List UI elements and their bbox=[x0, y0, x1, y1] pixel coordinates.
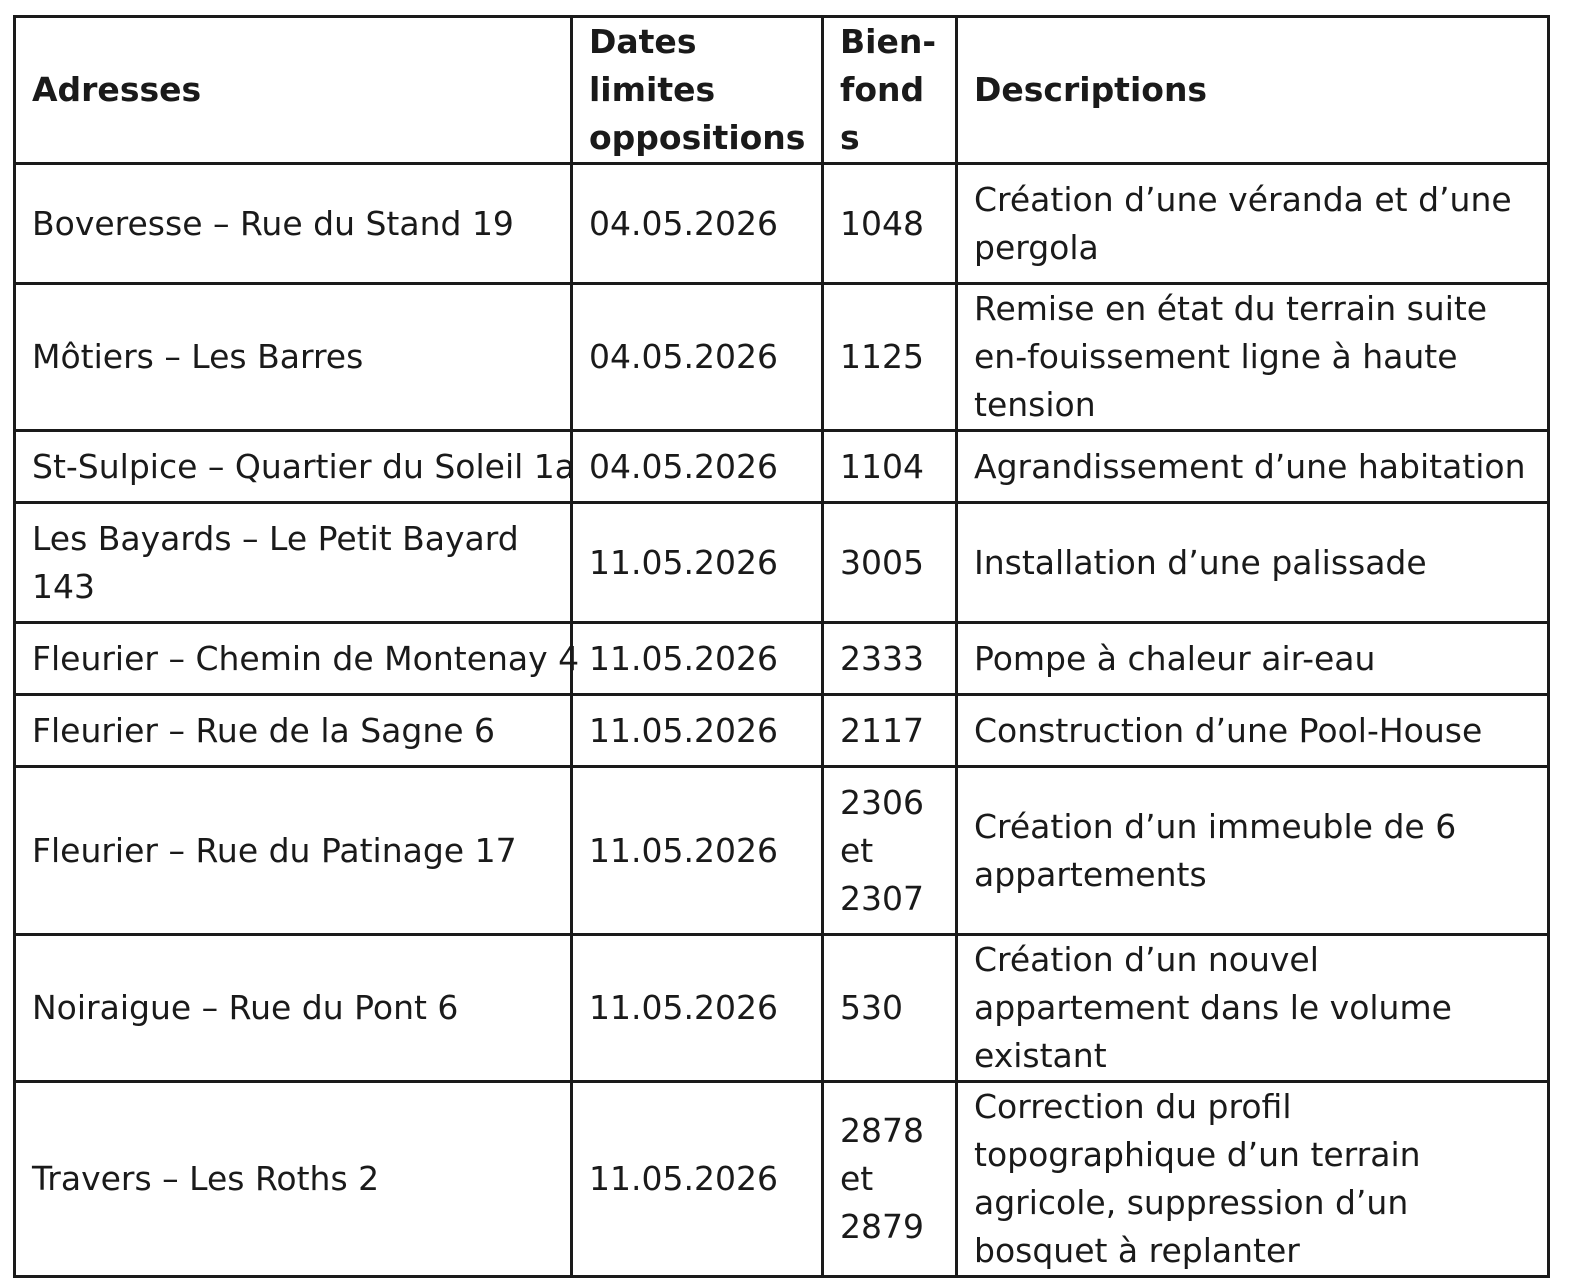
parcel-cell: 2333 bbox=[823, 623, 957, 695]
description-cell: Installation d’une palissade bbox=[957, 503, 1549, 623]
table-row bbox=[15, 503, 1549, 623]
description-cell: Agrandissement d’une habitation bbox=[957, 431, 1549, 503]
deadline-cell: 11.05.2026 bbox=[572, 503, 823, 623]
table-row bbox=[15, 431, 1549, 503]
building-permits-table bbox=[13, 15, 1550, 1278]
description-cell: Construction d’une Pool-House bbox=[957, 695, 1549, 767]
deadline-cell: 11.05.2026 bbox=[572, 935, 823, 1082]
table-header-row bbox=[15, 17, 1549, 164]
deadline-cell: 04.05.2026 bbox=[572, 164, 823, 284]
description-cell: Création d’un immeuble de 6 appartements bbox=[957, 767, 1549, 935]
description-cell: Correction du profil topographique d’un terrain agricole, suppression d’un bosquet à replanter bbox=[957, 1082, 1549, 1277]
address-cell: Travers – Les Roths 2 bbox=[15, 1082, 572, 1277]
table-row bbox=[15, 164, 1549, 284]
address-cell: Fleurier – Rue de la Sagne 6 bbox=[15, 695, 572, 767]
address-cell: Les Bayards – Le Petit Bayard 143 bbox=[15, 503, 572, 623]
table-row bbox=[15, 1082, 1549, 1277]
header-deadline: Dates limites oppositions bbox=[572, 17, 823, 164]
deadline-cell: 11.05.2026 bbox=[572, 1082, 823, 1277]
parcel-cell: 3005 bbox=[823, 503, 957, 623]
parcel-cell: 2306 et 2307 bbox=[823, 767, 957, 935]
parcel-cell: 1104 bbox=[823, 431, 957, 503]
header-parcel: Bien-fonds bbox=[823, 17, 957, 164]
description-cell: Remise en état du terrain suite en-fouissement ligne à haute tension bbox=[957, 284, 1549, 431]
parcel-cell: 2878 et 2879 bbox=[823, 1082, 957, 1277]
address-cell: Môtiers – Les Barres bbox=[15, 284, 572, 431]
parcel-cell: 2117 bbox=[823, 695, 957, 767]
address-cell: Fleurier – Chemin de Montenay 4 bbox=[15, 623, 572, 695]
deadline-cell: 04.05.2026 bbox=[572, 284, 823, 431]
table-row bbox=[15, 935, 1549, 1082]
description-cell: Création d’une véranda et d’une pergola bbox=[957, 164, 1549, 284]
table-row bbox=[15, 767, 1549, 935]
deadline-cell: 04.05.2026 bbox=[572, 431, 823, 503]
deadline-cell: 11.05.2026 bbox=[572, 767, 823, 935]
description-cell: Pompe à chaleur air-eau bbox=[957, 623, 1549, 695]
address-cell: St-Sulpice – Quartier du Soleil 1a bbox=[15, 431, 572, 503]
description-cell: Création d’un nouvel appartement dans le volume existant bbox=[957, 935, 1549, 1082]
parcel-cell: 1125 bbox=[823, 284, 957, 431]
address-cell: Boveresse – Rue du Stand 19 bbox=[15, 164, 572, 284]
table-row bbox=[15, 623, 1549, 695]
table-row bbox=[15, 695, 1549, 767]
table-row bbox=[15, 284, 1549, 431]
header-description: Descriptions bbox=[957, 17, 1549, 164]
header-address: Adresses bbox=[15, 17, 572, 164]
deadline-cell: 11.05.2026 bbox=[572, 695, 823, 767]
deadline-cell: 11.05.2026 bbox=[572, 623, 823, 695]
parcel-cell: 530 bbox=[823, 935, 957, 1082]
address-cell: Noiraigue – Rue du Pont 6 bbox=[15, 935, 572, 1082]
address-cell: Fleurier – Rue du Patinage 17 bbox=[15, 767, 572, 935]
parcel-cell: 1048 bbox=[823, 164, 957, 284]
